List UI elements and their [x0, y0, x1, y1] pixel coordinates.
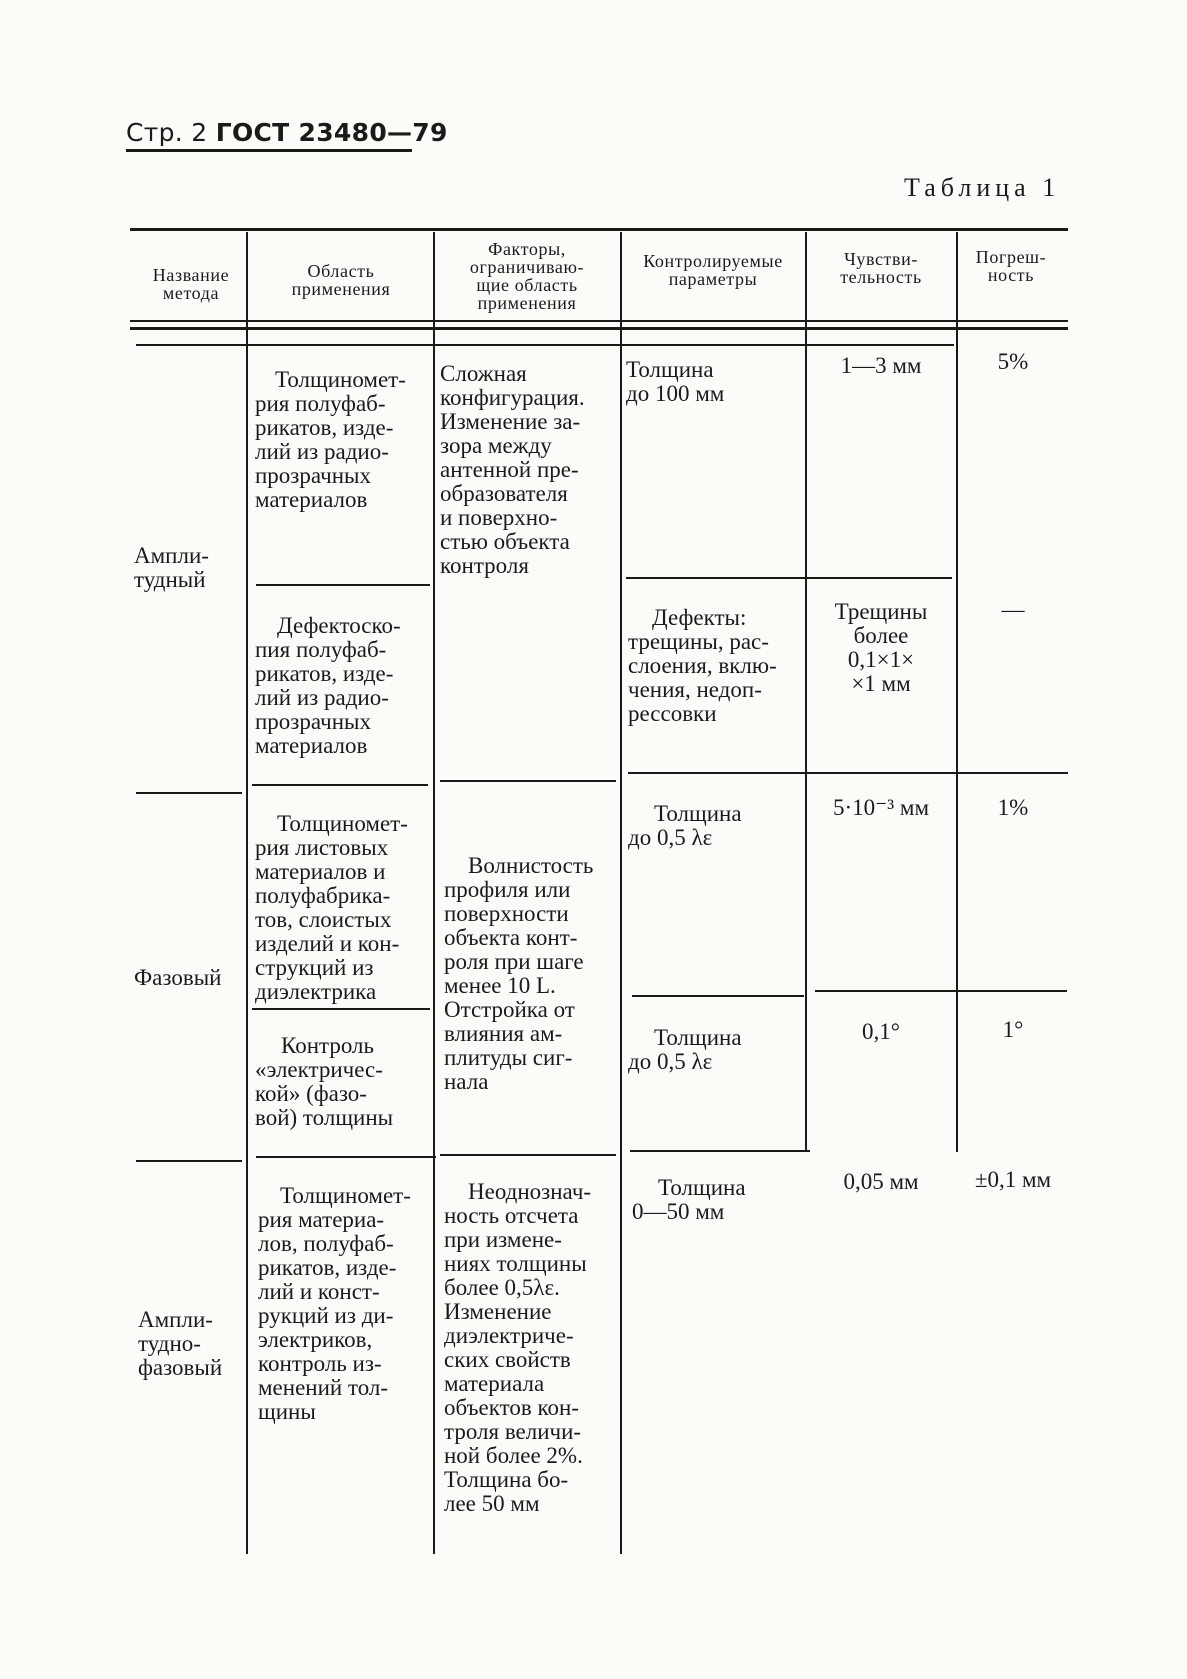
sensitivity-cell: 0,1°: [862, 1019, 900, 1044]
parameters-cell: Толщина до 100 мм: [626, 357, 725, 406]
page-header: [126, 118, 448, 147]
row-sep-2-app: [256, 1156, 436, 1158]
error-cell: —: [1001, 597, 1025, 622]
parameters-cell: Толщина до 0,5 λε: [628, 801, 742, 850]
row-sep-2-left: [136, 1160, 242, 1162]
application-cell: Контроль «электричес- кой» (фазо- вой) толщины: [255, 1033, 394, 1130]
col-header-parameters: Контролируемые параметры: [643, 251, 783, 289]
col-sep-3: [620, 232, 622, 1554]
application-cell: Дефектоско- пия полуфаб- рикатов, изде- лий из радио- прозрачных материалов: [255, 613, 401, 758]
application-cell: Толщиномет- рия листовых материалов и полуфабрика- тов, слоистых изделий и кон- струкций из диэлектрика: [255, 811, 408, 1004]
header-bottom-rule-lower: [136, 344, 954, 346]
standard-number: ГОСТ 23480—79: [215, 118, 448, 147]
table-label: Таблица 1: [904, 173, 1061, 202]
sensitivity-cell: Трещины более 0,1×1× ×1 мм: [834, 599, 928, 696]
row-sep-sub-2-app: [252, 1008, 430, 1010]
row-sep-sub-2-params: [632, 995, 804, 997]
col-header-error: Погреш- ность: [975, 247, 1047, 285]
error-cell: 1°: [1002, 1017, 1024, 1042]
table-top-rule: [130, 228, 1068, 231]
error-cell: ±0,1 мм: [974, 1167, 1052, 1192]
method-amplitude: Ампли- тудный: [134, 543, 209, 592]
row-sep-1-right: [628, 772, 1068, 774]
row-sep-2-params: [630, 1150, 810, 1152]
factors-cell: Неоднознач- ность отсчета при измене- ниях толщины более 0,5λε. Изменение диэлектриче- ских свойств материала объектов кон- троля величи- ной более 2%. Толщина бо- лее 50 мм: [444, 1179, 592, 1516]
row-sep-sub-1: [256, 584, 430, 586]
method-amplitude-phase: Ампли- тудно- фазовый: [138, 1307, 223, 1380]
method-phase: Фазовый: [134, 965, 222, 990]
parameters-cell: Толщина 0—50 мм: [632, 1175, 746, 1224]
factors-cell: Волнистость профиля или поверхности объекта конт- роля при шаге менее 10 L. Отстройка от влияния ам- плитуды сиг- нала: [444, 853, 594, 1094]
parameters-cell: Толщина до 0,5 λε: [628, 1025, 742, 1074]
row-sep-1-left: [136, 792, 242, 794]
application-cell: Толщиномет- рия материа- лов, полуфаб- рикатов, изде- лий и конст- рукций из ди- электриков, контроль из- менений тол- щины: [258, 1183, 411, 1424]
header-rule: [126, 149, 412, 152]
header-bottom-rule-double: [130, 327, 1068, 330]
sensitivity-cell: 1—3 мм: [840, 353, 922, 378]
parameters-cell: Дефекты: трещины, рас- слоения, вклю- чения, недоп- рессовки: [628, 605, 777, 726]
row-sep-sub-2-right: [815, 990, 1067, 992]
col-header-factors: Факторы, ограничиваю- щие область применения: [469, 239, 585, 313]
sensitivity-cell: 0,05 мм: [843, 1169, 919, 1194]
sensitivity-cell: 5·10⁻³ мм: [832, 795, 930, 820]
row-sep-2-factors: [440, 1154, 616, 1156]
factors-cell: Сложная конфигурация. Изменение за- зора между антенной пре- образователя и поверхно- стью объекта контроля: [440, 361, 585, 578]
error-cell: 1%: [997, 795, 1029, 820]
page-number: Стр. 2: [126, 118, 208, 147]
col-header-sensitivity: Чувстви- тельность: [840, 249, 922, 287]
row-sep-1-factors: [440, 780, 616, 782]
row-sep-1-app: [252, 784, 428, 786]
header-bottom-rule: [130, 320, 1068, 322]
row-sep-params-1: [626, 577, 952, 579]
col-header-method: Название метода: [152, 265, 230, 303]
col-header-application: Область применения: [291, 261, 391, 299]
error-cell: 5%: [997, 349, 1029, 374]
application-cell: Толщиномет- рия полуфаб- рикатов, изде- лий из радио- прозрачных материалов: [255, 367, 406, 512]
